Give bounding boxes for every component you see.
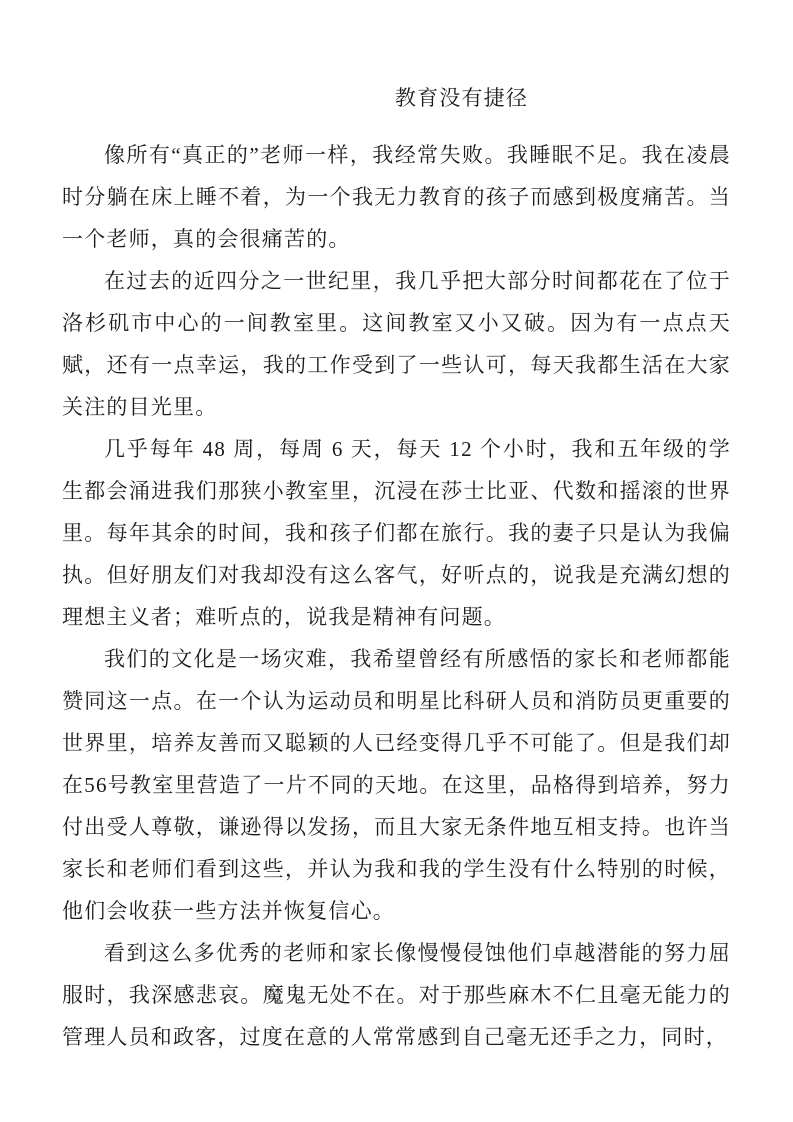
paragraph: 像所有“真正的”老师一样，我经常失败。我睡眠不足。我在凌晨时分躺在床上睡不着，为一个我无力教育的孩子而感到极度痛苦。当一个老师，真的会很痛苦的。 (62, 143, 731, 251)
document-title: 教育没有捷径 (394, 86, 529, 110)
paragraph: 在过去的近四分之一世纪里，我几乎把大部分时间都花在了位于洛杉矶市中心的一间教室里。这间教室又小又破。因为有一点点天赋，还有一点幸运，我的工作受到了一些认可，每天我都生活在大家关注的目光里。 (62, 269, 731, 419)
paragraph: 看到这么多优秀的老师和家长像慢慢侵蚀他们卓越潜能的努力屈服时，我深感悲哀。魔鬼无处不在。对于那些麻木不仁且毫无能力的管理人员和政客，过度在意的人常常感到自己毫无还手之力，同时， (62, 941, 731, 1049)
paragraph: 我们的文化是一场灾难，我希望曾经有所感悟的家长和老师都能赞同这一点。在一个认为运动员和明星比科研人员和消防员更重要的世界里，培养友善而又聪颖的人已经变得几乎不可能了。但是我们却在56号教室里营造了一片不同的天地。在这里，品格得到培养，努力付出受人尊敬，谦逊得以发扬，而且大家无条件地互相支持。也许当家长和老师们看到这些，并认为我和我的学生没有什么特别的时候，他们会收获一些方法并恢复信心。 (62, 647, 731, 923)
paragraph: 几乎每年 48 周，每周 6 天，每天 12 个小时，我和五年级的学生都会涌进我们那狭小教室里，沉浸在莎士比亚、代数和摇滚的世界里。每年其余的时间，我和孩子们都在旅行。我的妻子只是认为我偏执。但好朋友们对我却没有这么客气，好听点的，说我是充满幻想的理想主义者；难听点的，说我是精神有问题。 (62, 437, 731, 629)
